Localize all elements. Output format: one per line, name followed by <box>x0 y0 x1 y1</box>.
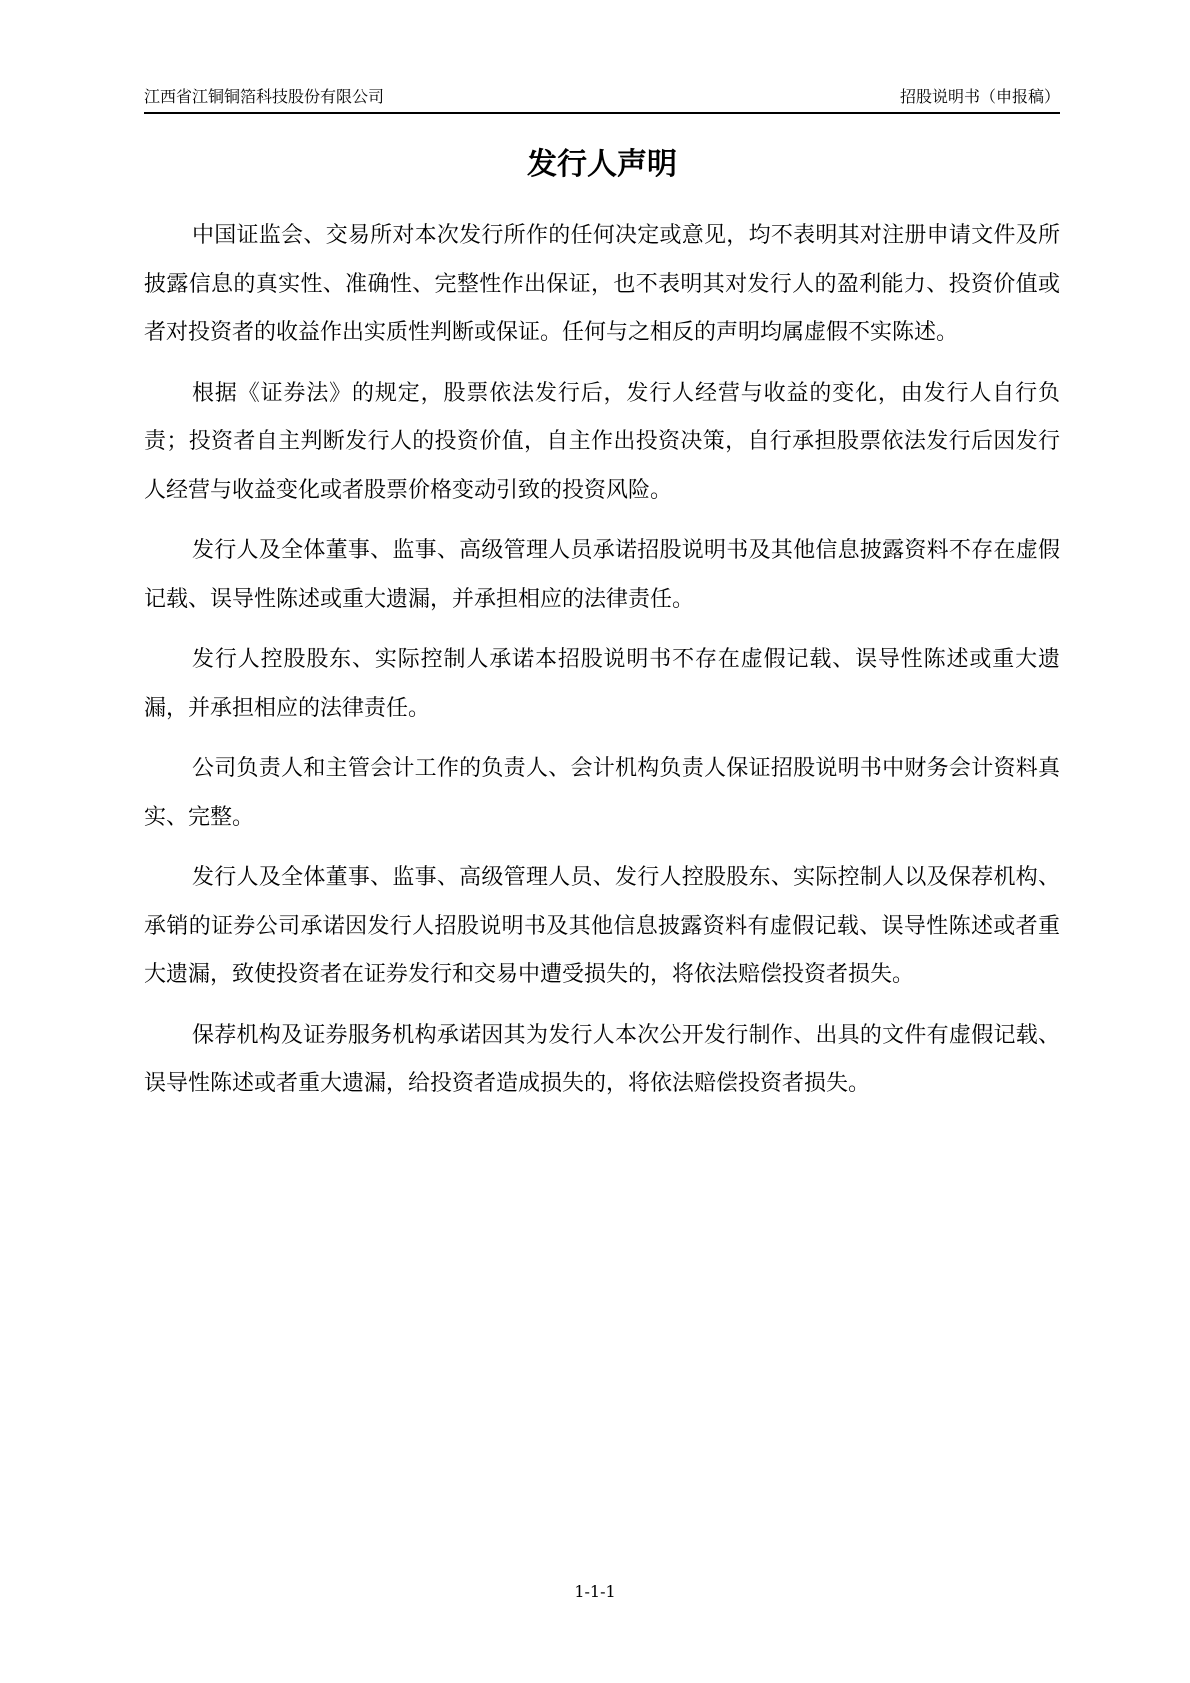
paragraph: 公司负责人和主管会计工作的负责人、会计机构负责人保证招股说明书中财务会计资料真实、完整。 <box>144 756 1060 830</box>
page-title: 发行人声明 <box>527 147 677 182</box>
header-company-name: 江西省江铜铜箔科技股份有限公司 <box>144 87 385 106</box>
declaration-body <box>144 212 1060 1121</box>
page-header <box>144 84 1060 114</box>
paragraph: 中国证监会、交易所对本次发行所作的任何决定或意见，均不表明其对注册申请文件及所披露信息的真实性、准确性、完整性作出保证，也不表明其对发行人的盈利能力、投资价值或者对投资者的收益作出实质性判断或保证。任何与之相反的声明均属虚假不实陈述。 <box>144 223 1060 345</box>
paragraph: 根据《证券法》的规定，股票依法发行后，发行人经营与收益的变化，由发行人自行负责；投资者自主判断发行人的投资价值，自主作出投资决策，自行承担股票依法发行后因发行人经营与收益变化或者股票价格变动引致的投资风险。 <box>144 380 1060 503</box>
paragraph: 保荐机构及证券服务机构承诺因其为发行人本次公开发行制作、出具的文件有虚假记载、误导性陈述或者重大遗漏，给投资者造成损失的，将依法赔偿投资者损失。 <box>144 1022 1060 1096</box>
paragraph: 发行人及全体董事、监事、高级管理人员、发行人控股股东、实际控制人以及保荐机构、承销的证券公司承诺因发行人招股说明书及其他信息披露资料有虚假记载、误导性陈述或者重大遗漏，致使投资者在证券发行和交易中遭受损失的，将依法赔偿投资者损失。 <box>144 865 1060 987</box>
paragraph: 发行人及全体董事、监事、高级管理人员承诺招股说明书及其他信息披露资料不存在虚假记载、误导性陈述或重大遗漏，并承担相应的法律责任。 <box>144 538 1060 612</box>
paragraph: 发行人控股股东、实际控制人承诺本招股说明书不存在虚假记载、误导性陈述或重大遗漏，并承担相应的法律责任。 <box>144 647 1060 721</box>
header-document-type: 招股说明书（申报稿） <box>899 87 1060 106</box>
page-number: 1-1-1 <box>574 1582 616 1601</box>
